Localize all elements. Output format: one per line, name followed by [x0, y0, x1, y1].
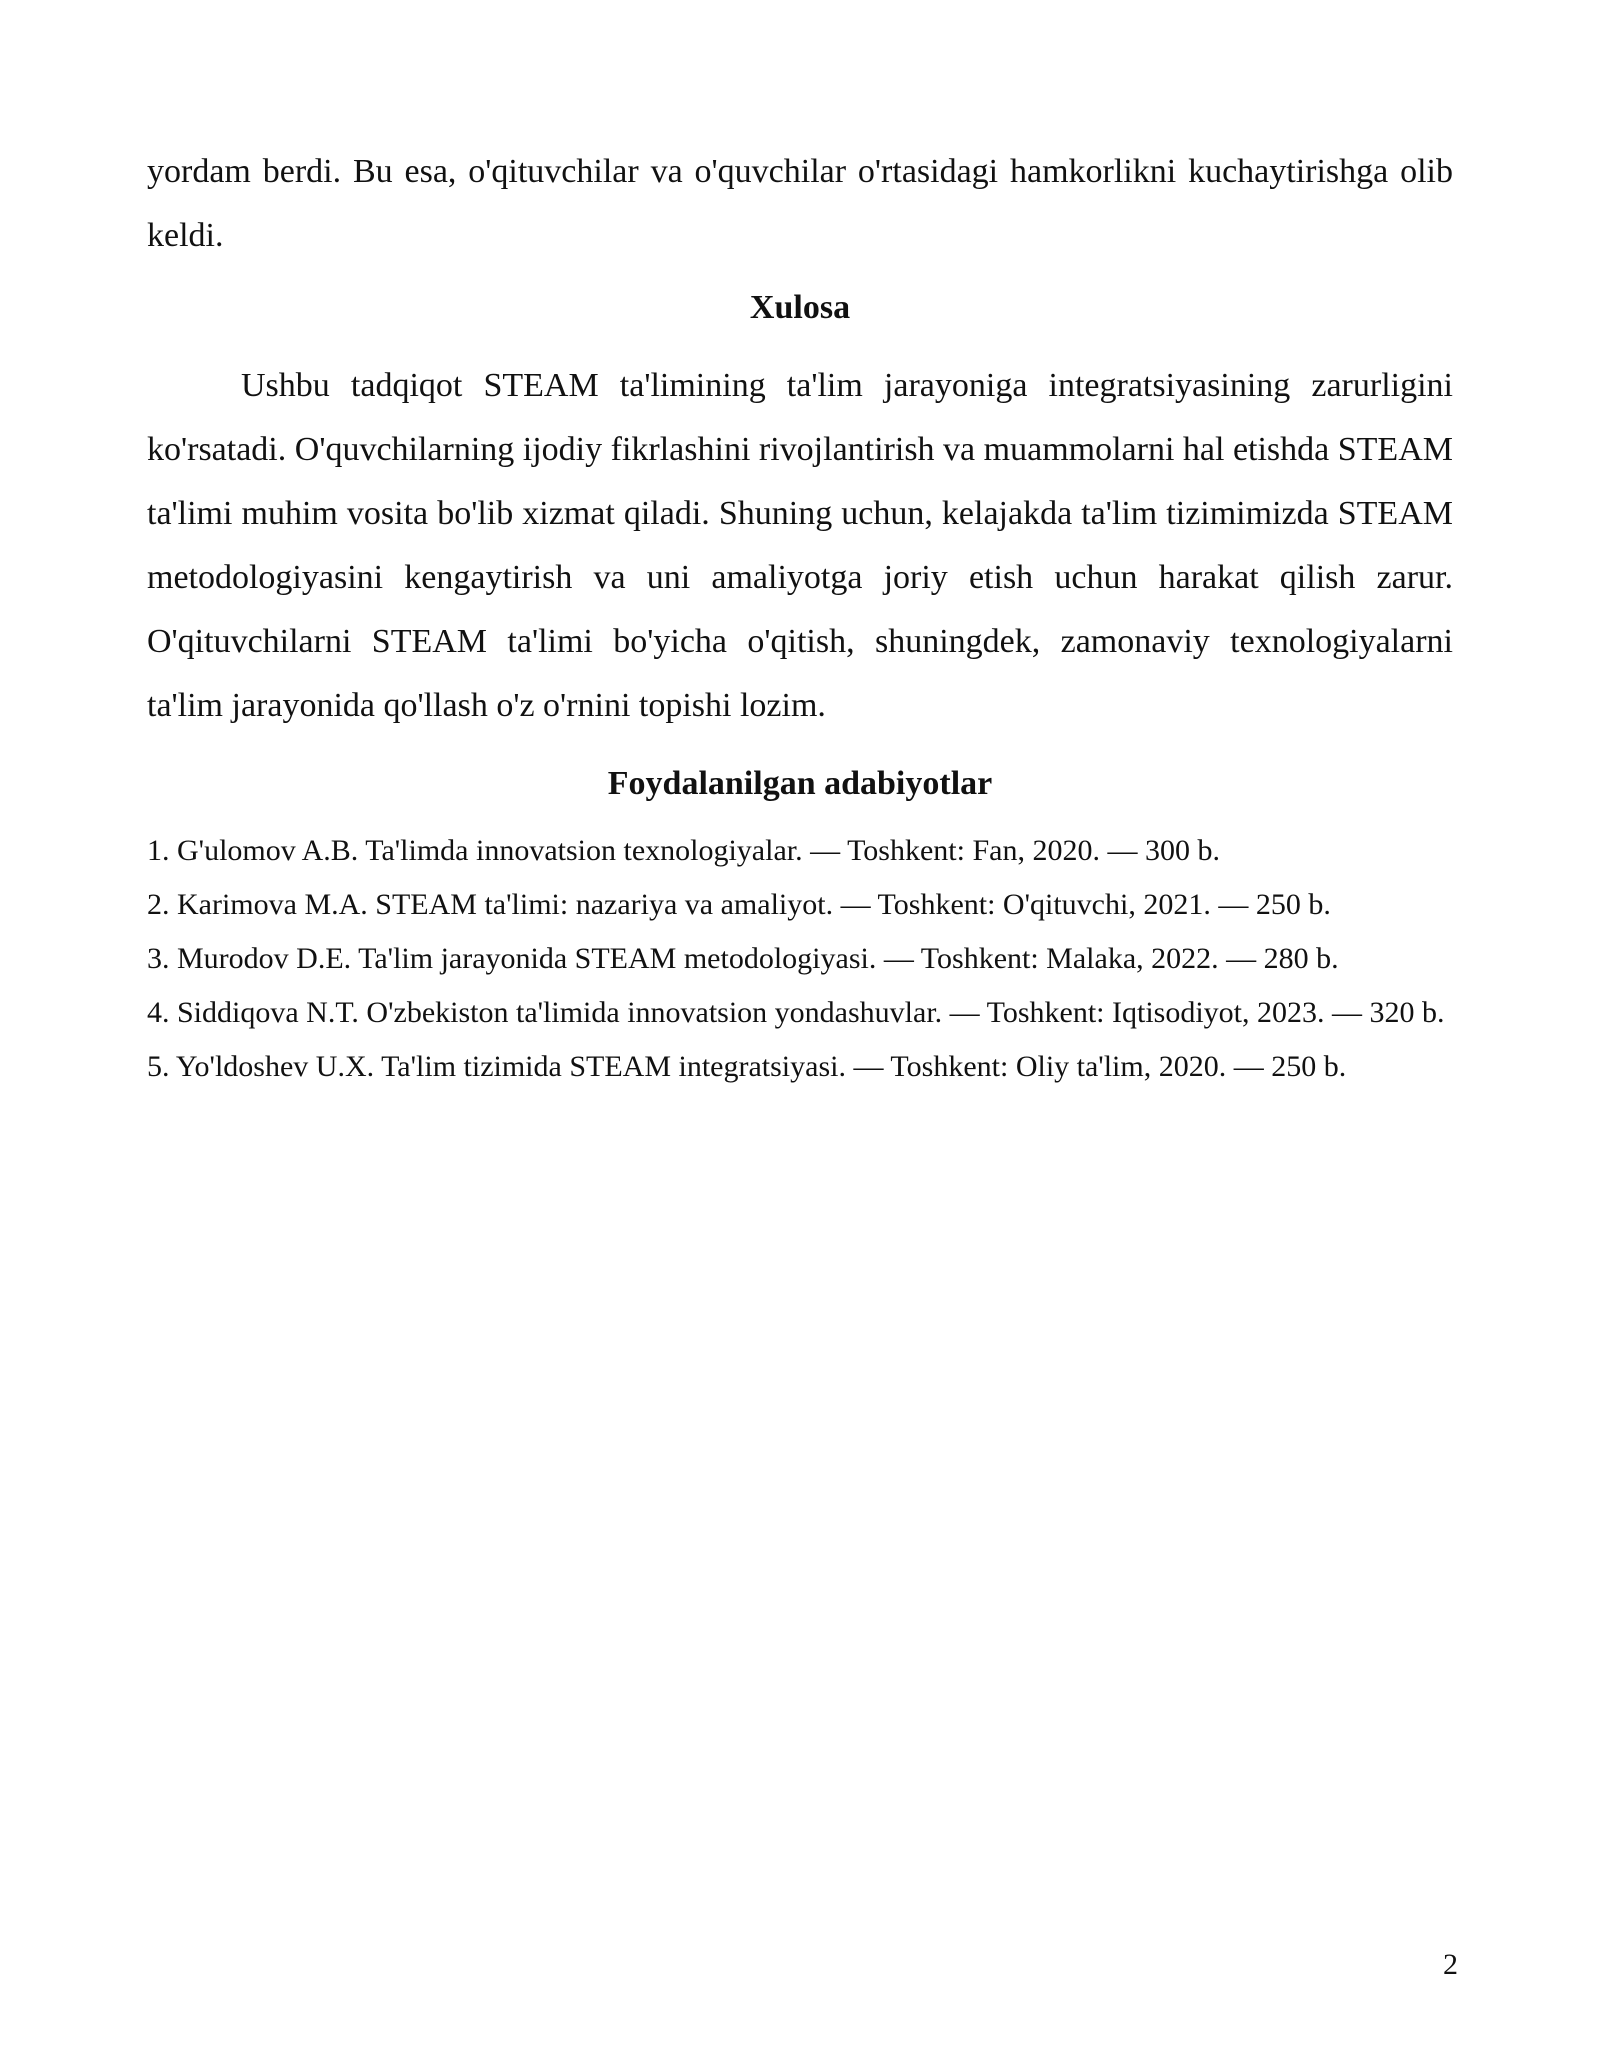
conclusion-paragraph: Ushbu tadqiqot STEAM ta'limining ta'lim jarayoniga integratsiyasining zarurligini ko'rsatadi. O'quvchilarning ijodiy fikrlashini rivojlantirish va muammolarni hal etishda STEAM ta'limi muhim vosita bo'lib xizmat qiladi. Shuning uchun, kelajakda ta'lim tizimimizda STEAM metodologiyasini kengaytirish va uni amaliyotga joriy etish uchun harakat qilish zarur. O'qituvchilarni STEAM ta'limi bo'yicha o'qitish, shuningdek, zamonaviy texnologiyalarni ta'lim jarayonida qo'llash o'z o'rnini topishi lozim.	[147, 367, 1453, 724]
reference-item: 1. G'ulomov A.B. Ta'limda innovatsion texnologiyalar. — Toshkent: Fan, 2020. — 300 b.	[147, 834, 1220, 867]
document-page	[147, 140, 1453, 1094]
reference-item: 2. Karimova M.A. STEAM ta'limi: nazariya va amaliyot. — Toshkent: O'qituvchi, 2021. — 250 b.	[147, 888, 1331, 921]
references-heading: Foydalanilgan adabiyotlar	[607, 765, 993, 802]
page-number: 2	[1443, 1948, 1458, 1981]
references-list	[147, 824, 1453, 1094]
conclusion-heading: Xulosa	[749, 289, 851, 326]
reference-item: 4. Siddiqova N.T. O'zbekiston ta'limida innovatsion yondashuvlar. — Toshkent: Iqtisodiyot, 2023. — 320 b.	[147, 996, 1445, 1029]
reference-item: 5. Yo'ldoshev U.X. Ta'lim tizimida STEAM integratsiyasi. — Toshkent: Oliy ta'lim, 2020. — 250 b.	[147, 1050, 1347, 1083]
intro-paragraph: yordam berdi. Bu esa, o'qituvchilar va o'quvchilar o'rtasidagi hamkorlikni kuchaytirishga olib keldi.	[147, 153, 1453, 254]
reference-item: 3. Murodov D.E. Ta'lim jarayonida STEAM metodologiyasi. — Toshkent: Malaka, 2022. — 280 b.	[147, 942, 1339, 975]
